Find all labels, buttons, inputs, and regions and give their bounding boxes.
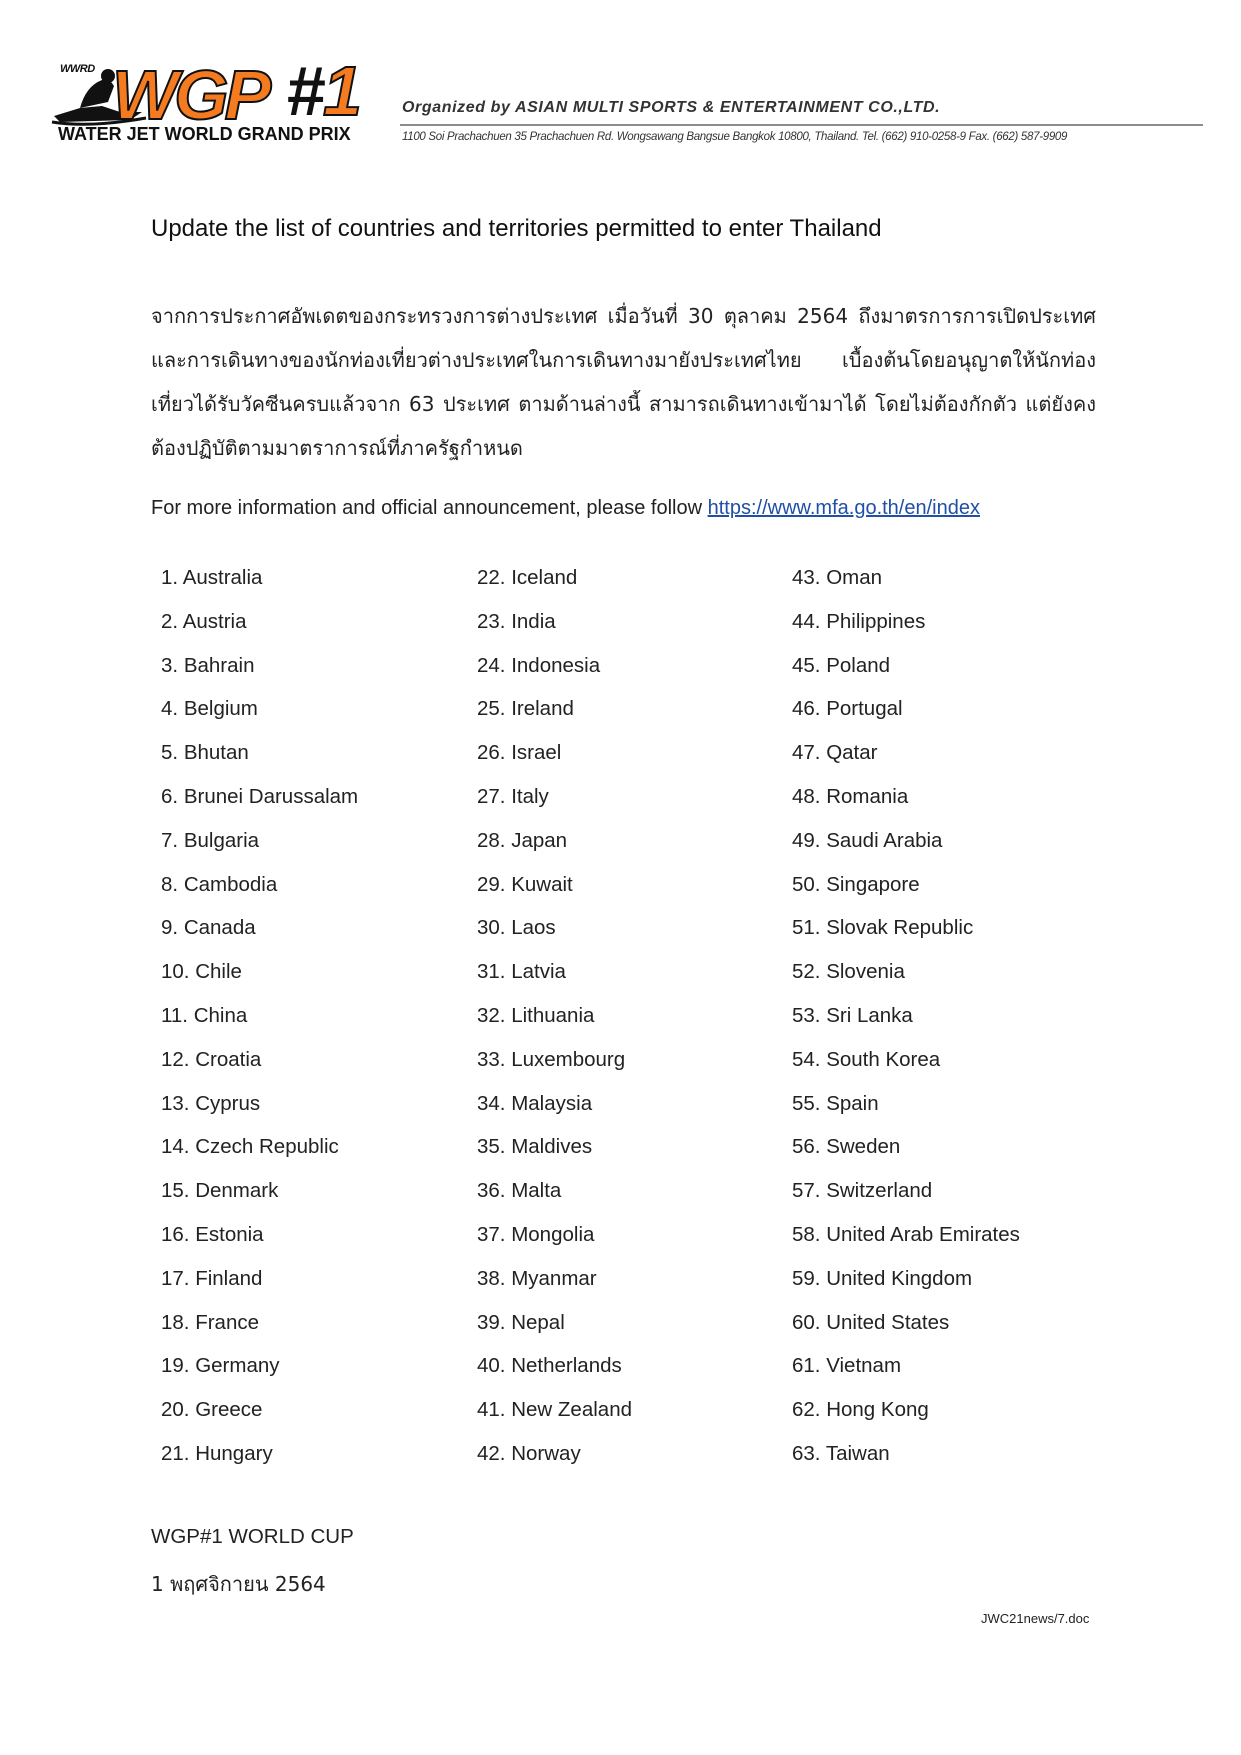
country-number: 58. <box>792 1222 821 1246</box>
country-name: Cambodia <box>183 872 278 896</box>
country-list-item <box>477 829 632 873</box>
country-name: Sweden <box>826 1135 901 1159</box>
country-name: Laos <box>511 916 556 940</box>
country-list-item <box>161 829 358 873</box>
country-list-item <box>792 654 1020 698</box>
country-number: 7. <box>161 828 179 852</box>
country-name: Netherlands <box>511 1354 622 1378</box>
country-list-item <box>792 1223 1020 1267</box>
country-name: Indonesia <box>511 653 601 677</box>
country-number: 45. <box>792 653 821 677</box>
country-name: Bahrain <box>183 653 255 677</box>
country-number: 17. <box>161 1266 190 1290</box>
country-name: Poland <box>826 653 891 677</box>
country-number: 9. <box>161 916 179 940</box>
country-list-item <box>161 697 358 741</box>
header-divider <box>400 124 1203 126</box>
country-name: Cyprus <box>195 1091 261 1115</box>
country-number: 10. <box>161 960 190 984</box>
country-name: Maldives <box>511 1135 593 1159</box>
logo-number <box>286 52 360 130</box>
country-list-item <box>477 1179 632 1223</box>
country-name: Hong Kong <box>826 1398 929 1422</box>
country-list-item <box>792 1092 1020 1136</box>
country-number: 25. <box>477 697 506 721</box>
country-name: Israel <box>511 741 562 765</box>
country-name: Vietnam <box>826 1354 902 1378</box>
country-number: 27. <box>477 784 506 808</box>
country-number: 62. <box>792 1398 821 1422</box>
country-name: Malta <box>511 1179 562 1203</box>
country-number: 23. <box>477 609 506 633</box>
country-number: 41. <box>477 1398 506 1422</box>
country-number: 29. <box>477 872 506 896</box>
country-name: New Zealand <box>511 1398 632 1422</box>
country-list-item <box>161 1267 358 1311</box>
country-number: 21. <box>161 1441 190 1465</box>
country-name: China <box>193 1003 248 1027</box>
country-number: 22. <box>477 566 506 589</box>
country-list-item <box>792 873 1020 917</box>
organizer-line: Organized by ASIAN MULTI SPORTS & ENTERTAINMENT CO.,LTD. <box>402 99 941 116</box>
country-list-item <box>477 916 632 960</box>
country-name: Myanmar <box>511 1266 597 1290</box>
country-list-item <box>477 1223 632 1267</box>
country-name: Brunei Darussalam <box>183 784 359 808</box>
country-list-item <box>161 873 358 917</box>
country-number: 36. <box>477 1179 506 1203</box>
country-list-item <box>161 1442 358 1486</box>
country-name: Czech Republic <box>195 1135 339 1159</box>
country-list-item <box>792 1267 1020 1311</box>
country-number: 63. <box>792 1441 821 1465</box>
country-name: France <box>195 1310 260 1334</box>
country-name: Slovenia <box>826 960 905 984</box>
thai-announcement-paragraph: จากการประกาศอัพเดตของกระทรวงการต่างประเทศ เมื่อวันที่ 30 ตุลาคม 2564 ถึงมาตรการการเปิดประเทศ และการเดินทางของนักท่องเที่ยวต่างประเทศในการเดินทางมายังประเทศไทย เบื้องต้นโดยอนุญาตให้นักท่องเที่ยวได้รับวัคซีนครบแล้วจาก 63 ประเทศ ตามด้านล่างนี้ สามารถเดินทางเข้ามาได้ โดยไม่ต้องกักตัว แต่ยังคงต้องปฏิบัติตามมาตราการณ์ที่ภาครัฐกำหนด <box>151 304 1096 460</box>
country-number: 50. <box>792 872 821 896</box>
country-list-item <box>477 960 632 1004</box>
country-number: 3. <box>161 653 179 677</box>
country-number: 2. <box>161 609 179 633</box>
country-number: 30. <box>477 916 506 940</box>
country-name: Portugal <box>826 697 903 721</box>
country-list-item <box>477 1267 632 1311</box>
country-number: 49. <box>792 828 821 852</box>
country-number: 42. <box>477 1441 506 1465</box>
country-list-item <box>477 1442 632 1486</box>
country-name: Sri Lanka <box>826 1003 913 1027</box>
country-name: Romania <box>826 784 909 808</box>
country-name: Philippines <box>826 609 926 633</box>
country-list-item <box>477 654 632 698</box>
country-list-item <box>161 1354 358 1398</box>
country-list-item <box>477 1398 632 1442</box>
country-list-item <box>161 1048 358 1092</box>
country-number: 6. <box>161 784 179 808</box>
country-number: 8. <box>161 872 179 896</box>
more-info-line <box>151 497 980 520</box>
country-name: Belgium <box>183 697 258 721</box>
country-name: Spain <box>826 1091 879 1115</box>
country-list-item <box>161 1223 358 1267</box>
country-number: 26. <box>477 741 506 765</box>
country-number: 46. <box>792 697 821 721</box>
country-number: 56. <box>792 1135 821 1159</box>
country-name: Hungary <box>195 1441 273 1465</box>
country-number: 44. <box>792 609 821 633</box>
country-list-item <box>477 1092 632 1136</box>
logo-one-text: 1 <box>322 52 360 130</box>
country-name: Italy <box>511 784 549 808</box>
country-number: 18. <box>161 1310 190 1334</box>
country-number: 47. <box>792 741 821 765</box>
country-number: 12. <box>161 1047 190 1071</box>
country-name: Austria <box>182 609 247 633</box>
country-name: Latvia <box>511 960 566 984</box>
country-list-item <box>477 1004 632 1048</box>
country-number: 13. <box>161 1091 190 1115</box>
country-name: United Kingdom <box>826 1266 973 1290</box>
country-number: 37. <box>477 1222 506 1246</box>
country-name: Norway <box>511 1441 581 1465</box>
country-name: Finland <box>195 1266 263 1290</box>
logo-small-text: WWRD <box>60 63 95 75</box>
signature-organization: WGP#1 WORLD CUP <box>151 1525 354 1548</box>
mfa-link[interactable]: https://www.mfa.go.th/en/index <box>707 497 980 519</box>
country-list-item <box>792 1179 1020 1223</box>
country-list-item <box>792 566 1020 610</box>
country-list-column-1 <box>161 566 358 1486</box>
country-list-item <box>792 610 1020 654</box>
country-list-item <box>792 1048 1020 1092</box>
country-name: Lithuania <box>511 1003 595 1027</box>
country-list-item <box>792 785 1020 829</box>
country-number: 52. <box>792 960 821 984</box>
country-list-item <box>477 873 632 917</box>
country-name: Croatia <box>195 1047 262 1071</box>
country-number: 57. <box>792 1179 821 1203</box>
country-name: Taiwan <box>825 1441 890 1465</box>
country-list-item <box>161 1004 358 1048</box>
logo-tagline: WATER JET WORLD GRAND PRIX <box>58 124 351 144</box>
country-number: 55. <box>792 1091 821 1115</box>
country-list-item <box>792 1442 1020 1486</box>
country-name: Ireland <box>511 697 574 721</box>
country-name: Slovak Republic <box>826 916 974 940</box>
country-list-column-3 <box>792 566 1020 1486</box>
country-name: Australia <box>182 566 263 589</box>
country-list-item <box>477 1135 632 1179</box>
signature-date: 1 พฤศจิกายน 2564 <box>151 1572 326 1596</box>
country-number: 4. <box>161 697 179 721</box>
country-name: Japan <box>511 828 568 852</box>
country-number: 38. <box>477 1266 506 1290</box>
country-number: 19. <box>161 1354 190 1378</box>
country-list-item <box>477 741 632 785</box>
country-number: 16. <box>161 1222 190 1246</box>
country-number: 54. <box>792 1047 821 1071</box>
country-list-item <box>477 1048 632 1092</box>
country-name: Luxembourg <box>511 1047 626 1071</box>
country-name: Iceland <box>511 566 578 589</box>
country-number: 40. <box>477 1354 506 1378</box>
country-name: Canada <box>183 916 256 940</box>
country-list-column-2 <box>477 566 632 1486</box>
country-name: Mongolia <box>511 1222 595 1246</box>
country-name: Chile <box>195 960 242 984</box>
country-number: 5. <box>161 741 179 765</box>
country-list-item <box>161 1135 358 1179</box>
country-list-item <box>792 1311 1020 1355</box>
country-list-item <box>477 785 632 829</box>
logo-wgp-text: WGP <box>112 56 268 134</box>
document-reference: JWC21news/7.doc <box>981 1611 1090 1626</box>
country-name: Malaysia <box>511 1091 593 1115</box>
country-name: Oman <box>826 566 883 589</box>
country-list-item <box>161 960 358 1004</box>
country-list-item <box>792 829 1020 873</box>
wgp-logo <box>50 52 380 148</box>
country-list-item <box>477 697 632 741</box>
country-list-item <box>477 1354 632 1398</box>
country-list-item <box>477 566 632 610</box>
country-number: 51. <box>792 916 821 940</box>
country-list-item <box>792 697 1020 741</box>
country-list-item <box>161 741 358 785</box>
country-number: 33. <box>477 1047 506 1071</box>
country-name: Germany <box>195 1354 280 1378</box>
country-name: Kuwait <box>511 872 573 896</box>
country-list-item <box>161 916 358 960</box>
organizer-address: 1100 Soi Prachachuen 35 Prachachuen Rd. Wongsawang Bangsue Bangkok 10800, Thailand. Tel. (662) 910-0258-9 Fax. (662) 587-9909 <box>402 131 1068 143</box>
country-list-item <box>792 960 1020 1004</box>
country-list-item <box>792 1354 1020 1398</box>
country-name: United Arab Emirates <box>826 1222 1020 1246</box>
country-list-item <box>161 566 358 610</box>
country-name: Singapore <box>826 872 920 896</box>
country-number: 14. <box>161 1135 190 1159</box>
country-list-item <box>792 1398 1020 1442</box>
country-number: 59. <box>792 1266 821 1290</box>
country-list-item <box>792 1135 1020 1179</box>
country-name: South Korea <box>826 1047 941 1071</box>
country-list-item <box>161 1092 358 1136</box>
country-name: United States <box>826 1310 950 1334</box>
country-number: 11. <box>161 1003 188 1027</box>
country-name: Qatar <box>826 741 878 765</box>
country-list-item <box>161 654 358 698</box>
country-name: Saudi Arabia <box>826 828 943 852</box>
country-list-item <box>161 1398 358 1442</box>
country-list-item <box>161 1179 358 1223</box>
more-info-text: For more information and official announcement, please follow <box>151 497 708 519</box>
country-list-item <box>792 916 1020 960</box>
country-list-item <box>161 610 358 654</box>
country-name: India <box>511 609 556 633</box>
document-title: Update the list of countries and territories permitted to enter Thailand <box>151 215 882 242</box>
country-name: Nepal <box>511 1310 565 1334</box>
logo-hash-text: # <box>286 52 323 130</box>
country-name: Estonia <box>195 1222 264 1246</box>
country-number: 60. <box>792 1310 821 1334</box>
country-number: 43. <box>792 566 821 589</box>
country-number: 61. <box>792 1354 821 1378</box>
country-number: 28. <box>477 828 506 852</box>
country-number: 20. <box>161 1398 190 1422</box>
country-name: Switzerland <box>826 1179 933 1203</box>
country-number: 15. <box>161 1179 190 1203</box>
country-name: Denmark <box>195 1179 279 1203</box>
country-list-item <box>792 1004 1020 1048</box>
country-list-item <box>477 1311 632 1355</box>
country-number: 24. <box>477 653 506 677</box>
country-list-item <box>161 1311 358 1355</box>
country-number: 32. <box>477 1003 506 1027</box>
country-name: Bulgaria <box>183 828 260 852</box>
country-list-item <box>477 610 632 654</box>
country-number: 53. <box>792 1003 821 1027</box>
country-list-item <box>792 741 1020 785</box>
country-number: 48. <box>792 784 821 808</box>
country-number: 35. <box>477 1135 506 1159</box>
country-name: Bhutan <box>183 741 249 765</box>
country-number: 31. <box>477 960 506 984</box>
country-list-item <box>161 785 358 829</box>
country-number: 1. <box>161 566 179 589</box>
country-number: 34. <box>477 1091 506 1115</box>
country-number: 39. <box>477 1310 506 1334</box>
country-name: Greece <box>195 1398 263 1422</box>
